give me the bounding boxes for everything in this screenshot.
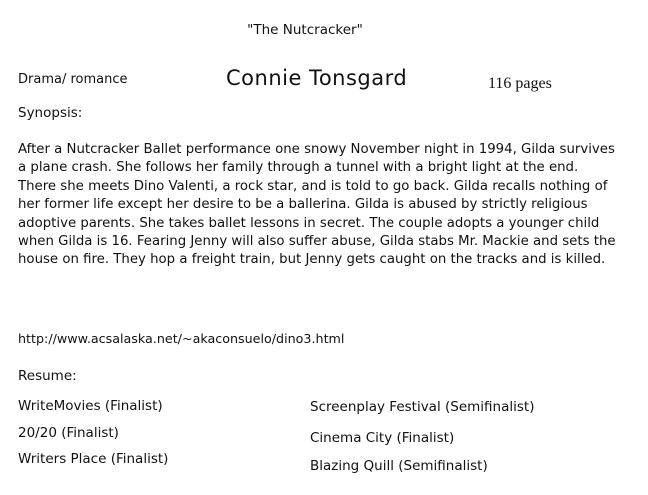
award-item: 20/20 (Finalist)	[18, 425, 119, 441]
genre-label: Drama/ romance	[18, 72, 128, 87]
document-title: "The Nutcracker"	[247, 22, 363, 38]
author-name: Connie Tonsgard	[226, 66, 408, 90]
award-item: Blazing Quill (Semifinalist)	[310, 458, 488, 474]
award-item: Writers Place (Finalist)	[18, 451, 169, 467]
page-count: 116 pages	[488, 75, 552, 92]
award-item: Cinema City (Finalist)	[310, 430, 455, 446]
award-item: Screenplay Festival (Semifinalist)	[310, 399, 535, 415]
resume-heading: Resume:	[18, 368, 77, 384]
synopsis-heading: Synopsis:	[18, 105, 83, 121]
website-link[interactable]: http://www.acsalaska.net/~akaconsuelo/dino3.html	[18, 331, 345, 346]
synopsis-text: After a Nutcracker Ballet performance one snowy November night in 1994, Gilda survives a plane crash. She follows her family through a tunnel with a bright light at the end. There she meets Dino Valenti, a rock star, and is told to go back. Gilda recalls nothing of her former life except her desire to be a ballerina. Gilda is abused by strictly religious adoptive parents. She takes ballet lessons in secret. The couple adopts a younger child when Gilda is 16. Fearing Jenny will also suffer abuse, Gilda stabs Mr. Mackie and sets the house on fire. They hop a freight train, but Jenny gets caught on the tracks and is killed.	[18, 142, 616, 268]
award-item: WriteMovies (Finalist)	[18, 398, 163, 414]
